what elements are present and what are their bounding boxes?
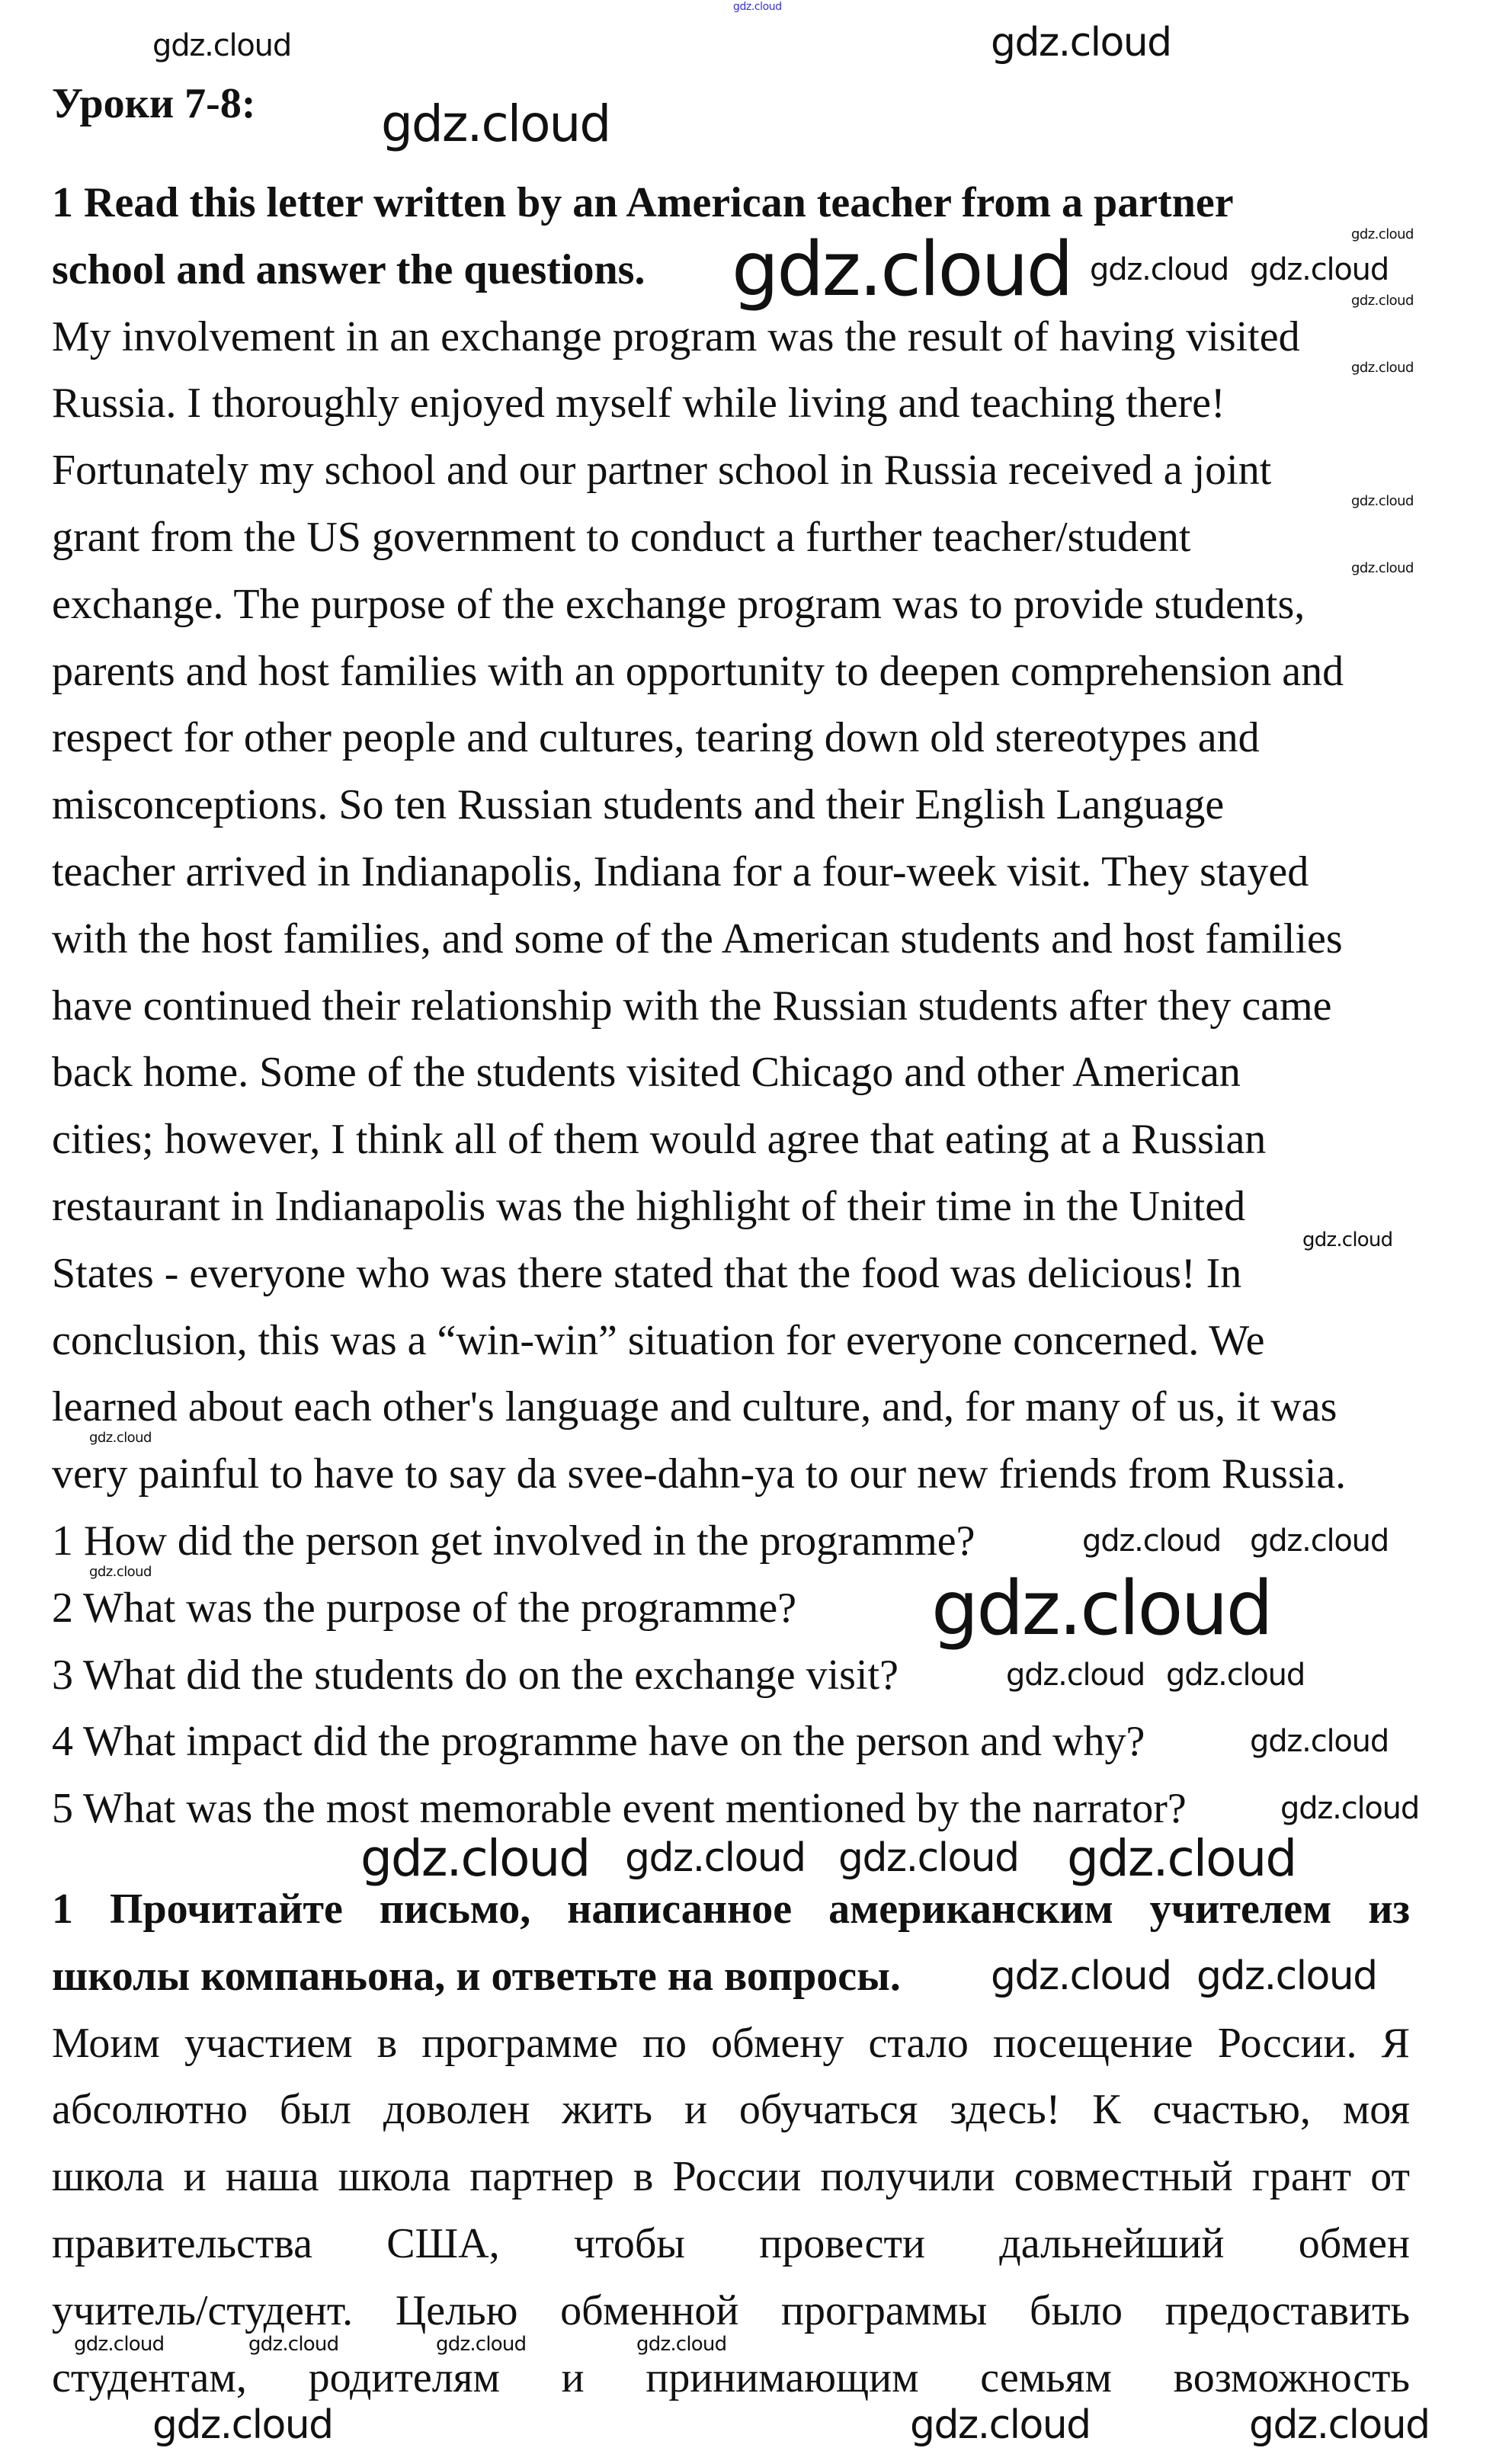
watermark: gdz.cloud [1067, 1829, 1296, 1888]
letter-line: parents and host families with an opportunity to deepen comprehension and [52, 647, 1344, 695]
letter-line: cities; however, I think all of them would agree that eating at a Russian [52, 1116, 1267, 1164]
watermark: gdz.cloud [931, 1565, 1271, 1652]
translation-line: студентам, родителям и принимающим семьям возможность [52, 2353, 1410, 2401]
translation-line: Моим участием в программе по обмену стало посещение России. Я [52, 2019, 1410, 2067]
letter-line: respect for other people and cultures, tearing down old stereotypes and [52, 714, 1260, 762]
question-line: 3 What did the students do on the exchange visit? [52, 1651, 899, 1699]
watermark: gdz.cloud [1166, 1658, 1305, 1693]
watermark: gdz.cloud [89, 1430, 152, 1446]
watermark: gdz.cloud [74, 2333, 165, 2356]
watermark: gdz.cloud [248, 2333, 339, 2356]
letter-line: learned about each other's language and culture, and, for many of us, it was [52, 1383, 1337, 1431]
translation-line: школа и наша школа партнер в России получили совместный грант от [52, 2153, 1410, 2201]
watermark: gdz.cloud [1280, 1791, 1420, 1826]
watermark: gdz.cloud [625, 1835, 806, 1881]
task-instruction-line: school and answer the questions. [52, 245, 645, 293]
watermark: gdz.cloud [360, 1829, 590, 1888]
letter-line: with the host families, and some of the American students and host families [52, 915, 1343, 963]
letter-line: grant from the US government to conduct a further teacher/student [52, 514, 1191, 561]
question-line: 2 What was the purpose of the programme? [52, 1584, 797, 1632]
watermark: gdz.cloud [89, 1564, 152, 1580]
watermark: gdz.cloud [1249, 2402, 1430, 2448]
watermark: gdz.cloud [1196, 1953, 1377, 1999]
watermark: gdz.cloud [152, 28, 292, 63]
watermark: gdz.cloud [1351, 493, 1414, 509]
question-line: 4 What impact did the programme have on the person and why? [52, 1718, 1145, 1766]
translation-instruction-line: школы компаньона, и ответьте на вопросы. [52, 1952, 901, 2000]
letter-line: Russia. I thoroughly enjoyed myself while living and teaching there! [52, 380, 1225, 428]
letter-line: misconceptions. So ten Russian students and their English Language [52, 781, 1225, 829]
translation-line: учитель/студент. Целью обменной программы было предоставить [52, 2286, 1410, 2334]
watermark: gdz.cloud [1082, 1523, 1222, 1559]
watermark: gdz.cloud [733, 1, 782, 13]
letter-line: My involvement in an exchange program was the result of having visited [52, 312, 1300, 360]
letter-line: very painful to have to say da svee-dahn-ya to our new friends from Russia. [52, 1450, 1347, 1498]
letter-line: exchange. The purpose of the exchange program was to provide students, [52, 580, 1305, 628]
watermark: gdz.cloud [436, 2333, 527, 2356]
watermark: gdz.cloud [1250, 252, 1389, 287]
watermark: gdz.cloud [636, 2333, 727, 2356]
task-instruction-line: 1 Read this letter written by an American teacher from a partner [52, 179, 1234, 226]
watermark: gdz.cloud [1351, 226, 1414, 242]
watermark: gdz.cloud [991, 20, 1171, 66]
translation-line: абсолютно был доволен жить и обучаться здесь! К счастью, моя [52, 2086, 1410, 2134]
watermark: gdz.cloud [991, 1953, 1171, 1999]
question-line: 1 How did the person get involved in the programme? [52, 1517, 975, 1565]
letter-line: have continued their relationship with the Russian students after they came [52, 982, 1332, 1030]
watermark: gdz.cloud [1006, 1658, 1145, 1693]
letter-line: conclusion, this was a “win-win” situation for everyone concerned. We [52, 1316, 1265, 1364]
watermark: gdz.cloud [1250, 1523, 1389, 1559]
translation-line: правительства США, чтобы провести дальнейший обмен [52, 2220, 1410, 2267]
letter-line: States - everyone who was there stated that the food was delicious! In [52, 1249, 1242, 1297]
letter-line: restaurant in Indianapolis was the highlight of their time in the United [52, 1183, 1246, 1230]
letter-line: teacher arrived in Indianapolis, Indiana for a four-week visit. They stayed [52, 848, 1309, 895]
watermark: gdz.cloud [910, 2402, 1091, 2448]
question-line: 5 What was the most memorable event mentioned by the narrator? [52, 1785, 1187, 1833]
watermark: gdz.cloud [838, 1835, 1019, 1881]
watermark: gdz.cloud [1090, 252, 1229, 287]
letter-line: Fortunately my school and our partner school in Russia received a joint [52, 447, 1272, 495]
lesson-heading: Уроки 7-8: [52, 80, 256, 127]
letter-line: back home. Some of the students visited Chicago and other American [52, 1049, 1241, 1097]
watermark: gdz.cloud [1351, 293, 1414, 309]
watermark: gdz.cloud [1351, 360, 1414, 376]
watermark: gdz.cloud [1351, 560, 1414, 576]
watermark: gdz.cloud [1250, 1724, 1389, 1759]
watermark: gdz.cloud [381, 95, 610, 153]
watermark: gdz.cloud [152, 2402, 333, 2448]
watermark: gdz.cloud [1302, 1229, 1393, 1251]
translation-instruction-line: 1 Прочитайте письмо, написанное американским учителем из [52, 1886, 1410, 1933]
watermark: gdz.cloud [732, 226, 1072, 313]
